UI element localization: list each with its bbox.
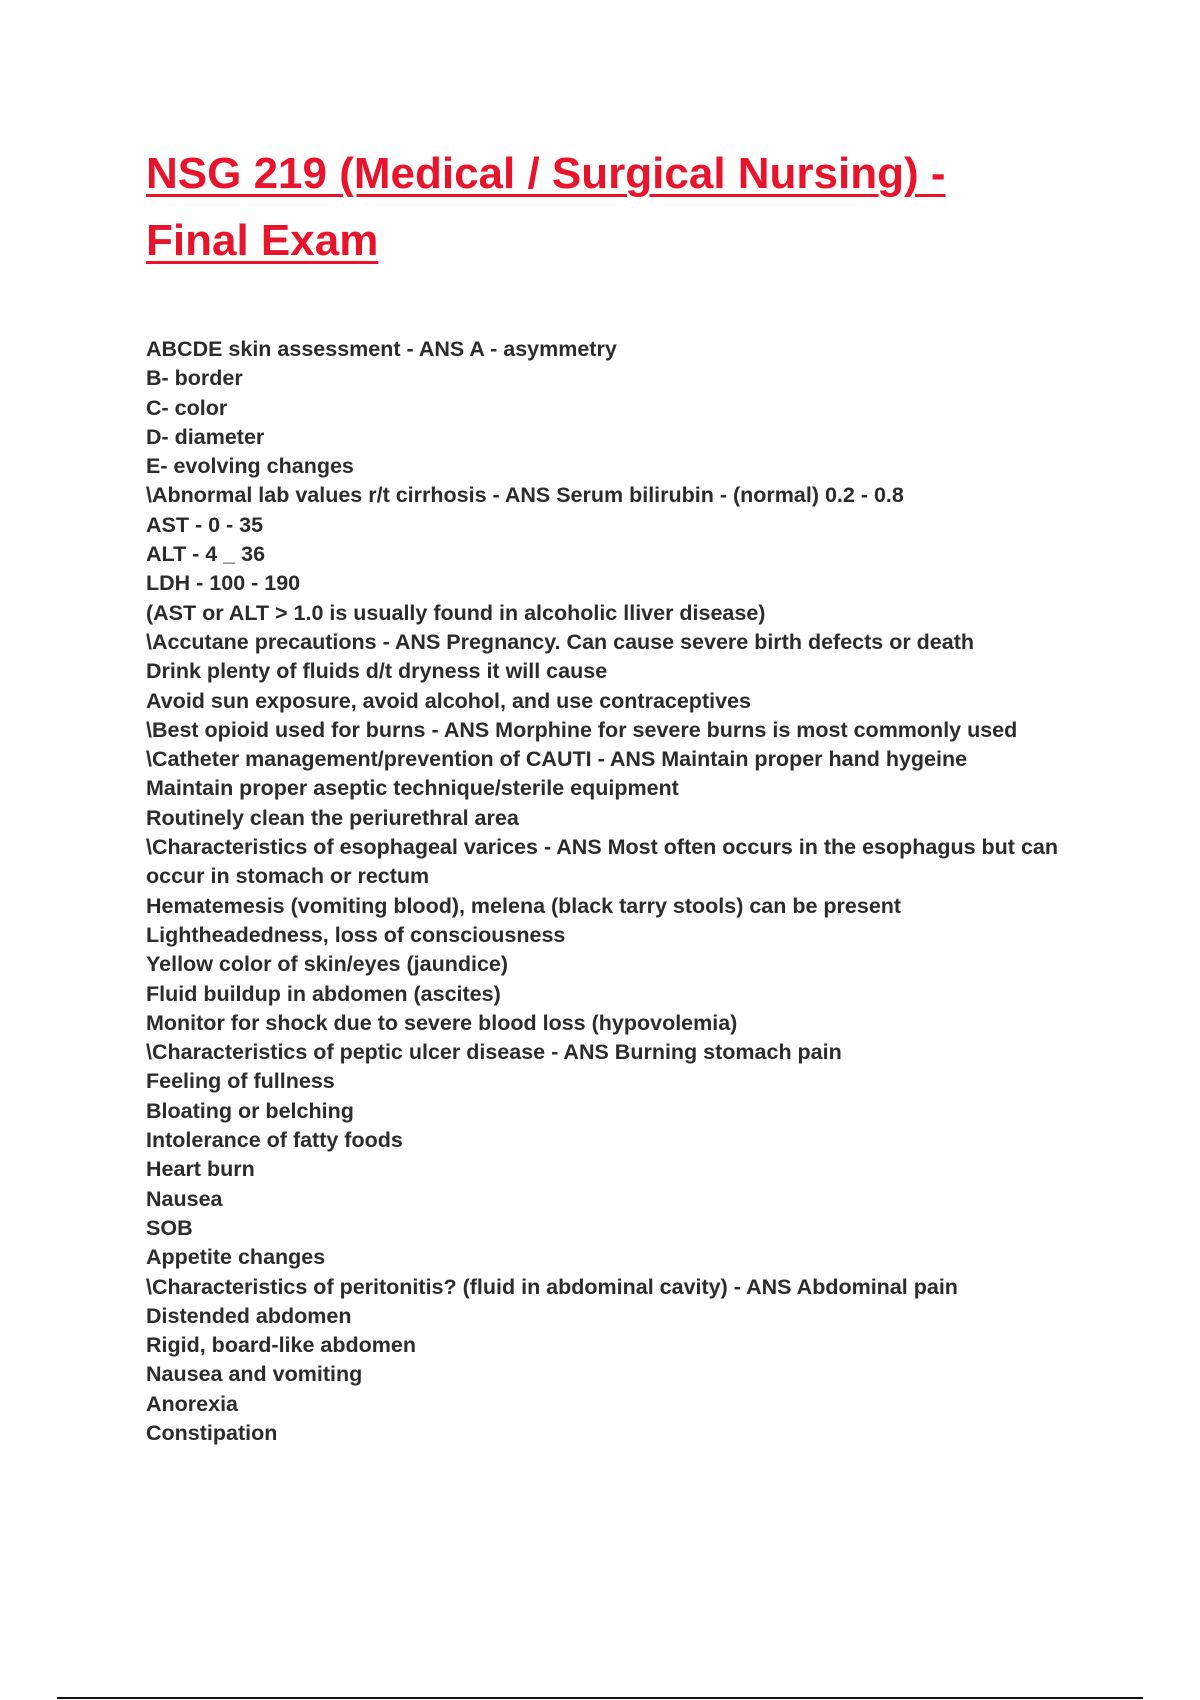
note-line: LDH - 100 - 190 xyxy=(146,571,301,596)
note-line: Anorexia xyxy=(146,1391,239,1416)
note-line: Drink plenty of fluids d/t dryness it will cause xyxy=(146,659,608,684)
note-line: E- evolving changes xyxy=(146,454,354,479)
note-line: Monitor for shock due to severe blood loss (hypovolemia) xyxy=(146,1010,738,1035)
page-title xyxy=(146,140,1046,274)
note-line: Distended abdomen xyxy=(146,1303,352,1328)
note-line: \Characteristics of peritonitis? (fluid in abdominal cavity) - ANS Abdominal pain xyxy=(146,1274,958,1299)
note-line: Intolerance of fatty foods xyxy=(146,1128,403,1153)
note-line: ALT - 4 _ 36 xyxy=(146,542,266,567)
note-line: C- color xyxy=(146,395,228,420)
note-line: Hematemesis (vomiting blood), melena (black tarry stools) can be present xyxy=(146,893,902,918)
bottom-divider xyxy=(57,1697,1143,1699)
note-line: (AST or ALT > 1.0 is usually found in alcoholic lliver disease) xyxy=(146,600,766,625)
note-line: Yellow color of skin/eyes (jaundice) xyxy=(146,952,509,977)
note-line: Appetite changes xyxy=(146,1245,326,1270)
note-line: Nausea xyxy=(146,1186,223,1211)
note-line: D- diameter xyxy=(146,424,265,449)
title-line-2: Final Exam xyxy=(146,216,379,265)
note-line: AST - 0 - 35 xyxy=(146,512,264,537)
note-line: Nausea and vomiting xyxy=(146,1362,363,1387)
note-line: Heart burn xyxy=(146,1157,255,1182)
note-line: \Characteristics of peptic ulcer disease - ANS Burning stomach pain xyxy=(146,1040,842,1065)
title-line-1: NSG 219 (Medical / Surgical Nursing) - xyxy=(146,149,946,198)
note-line: Fluid buildup in abdomen (ascites) xyxy=(146,981,501,1006)
note-line: Rigid, board-like abdomen xyxy=(146,1333,416,1358)
note-line: Routinely clean the periurethral area xyxy=(146,805,519,830)
note-line: \Catheter management/prevention of CAUTI - ANS Maintain proper hand hygeine xyxy=(146,747,968,772)
note-line: Lightheadedness, loss of consciousness xyxy=(146,922,566,947)
note-line: \Abnormal lab values r/t cirrhosis - ANS Serum bilirubin - (normal) 0.2 - 0.8 xyxy=(146,483,904,508)
note-line: \Best opioid used for burns - ANS Morphine for severe burns is most commonly used xyxy=(146,717,1018,742)
notes-list xyxy=(146,335,1106,1448)
note-line: Avoid sun exposure, avoid alcohol, and use contraceptives xyxy=(146,688,751,713)
note-line: ABCDE skin assessment - ANS A - asymmetry xyxy=(146,337,617,361)
note-line: Feeling of fullness xyxy=(146,1069,335,1094)
note-line: Constipation xyxy=(146,1420,278,1445)
note-line: SOB xyxy=(146,1215,193,1240)
note-line: B- border xyxy=(146,366,243,391)
note-line: \Accutane precautions - ANS Pregnancy. Can cause severe birth defects or death xyxy=(146,629,975,654)
note-line: Maintain proper aseptic technique/sterile equipment xyxy=(146,776,679,801)
note-line: Bloating or belching xyxy=(146,1098,354,1123)
note-line: \Characteristics of esophageal varices - ANS Most often occurs in the esophagus but can occur in stomach or rectum xyxy=(146,835,1058,889)
